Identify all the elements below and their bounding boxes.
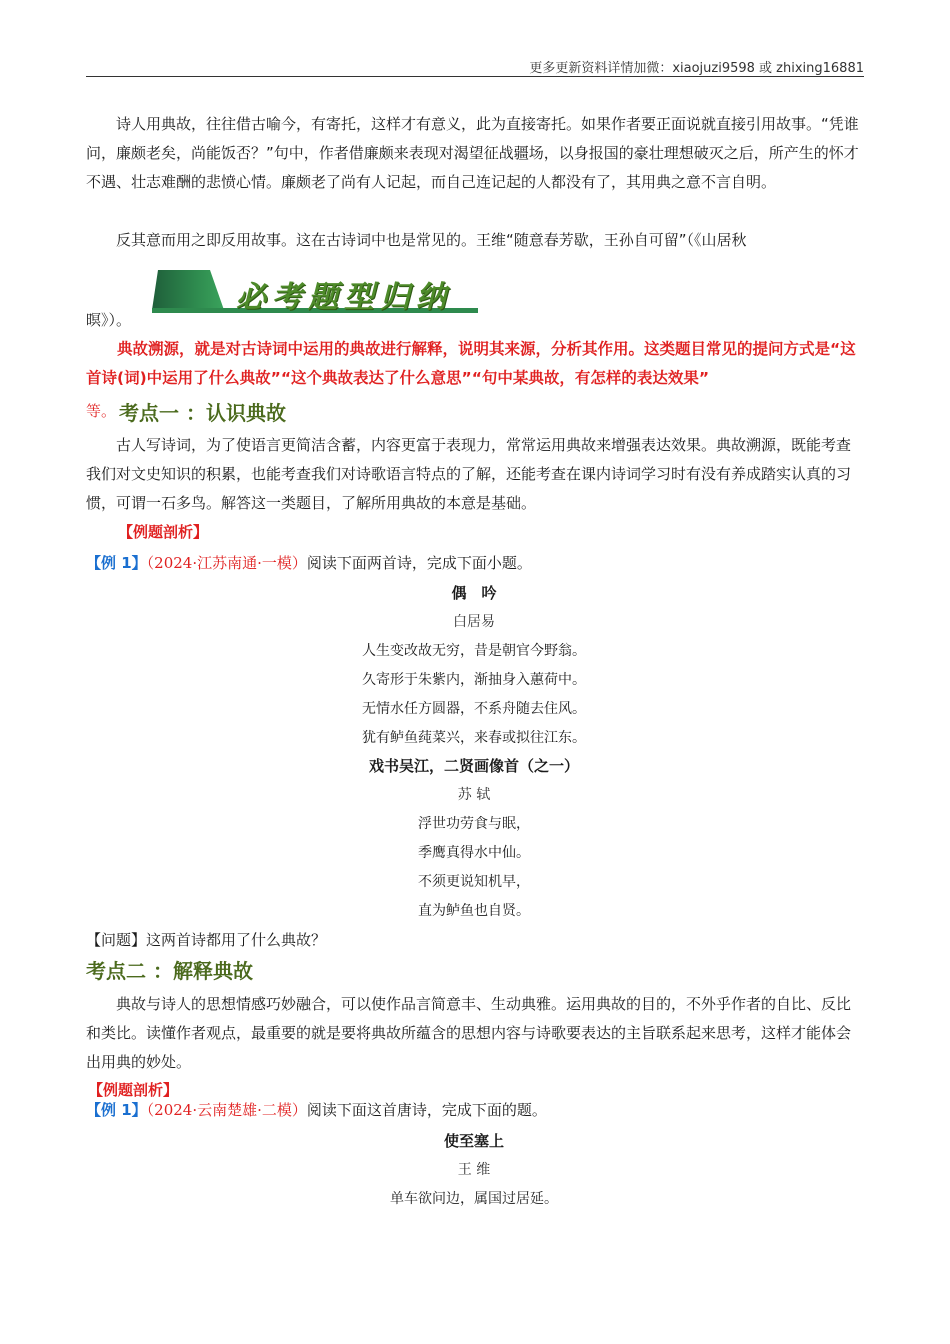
banner-trapezoid	[152, 270, 224, 310]
poem1-line: 久寄形于朱紫内，渐抽身入蕙荷中。	[362, 672, 586, 688]
poem1-line: 人生变改故无穷，昔是朝官今野翁。	[362, 643, 586, 659]
banner-title: 必考题型归纳	[236, 280, 452, 315]
poem1-title: 偶 吟	[451, 584, 497, 602]
poem3-title: 使至塞上	[443, 1132, 504, 1150]
summary-tail: 等。	[86, 402, 117, 420]
poem3-line: 单车欲问边，属国过居延。	[390, 1191, 558, 1207]
section2-body: 典故与诗人的思想情感巧妙融合，可以使作品言简意丰、生动典雅。运用典故的目的，不外乎作者的自比、反比和类比。读懂作者观点，最重要的就是要将典故所蕴含的思想内容与诗歌要表达的主旨联系起来思考，这样才能体会出用典的妙处。	[86, 995, 852, 1071]
example-source: （2024·江苏南通·一模）	[146, 554, 307, 572]
intro-paragraph-1: 诗人用典故，往往借古喻今，有寄托，这样才有意义，此为直接寄托。如果作者要正面说就直接引用故事。“凭谁问，廉颇老矣，尚能饭否？”句中，作者借廉颇来表现对渴望征战疆场，以身报国的豪壮理想破灭之后，所产生的怀才不遇、壮志难酬的悲愤心情。廉颇老了尚有人记起，而自己连记起的人都没有了，其用典之意不言自明。	[86, 115, 859, 191]
section1-example-tag: 【例题剖析】	[118, 523, 209, 541]
example-source: （2024·云南楚雄·二模）	[146, 1101, 307, 1119]
example-prompt: 阅读下面这首唐诗，完成下面的题。	[306, 1101, 547, 1119]
poem1-line: 犹有鲈鱼莼菜兴，来春或拟往江东。	[362, 730, 586, 746]
section1-heading: 考点一 ：认识典故	[119, 401, 286, 425]
section1-example-line	[86, 549, 862, 578]
poem2-line: 季鹰真得水中仙。	[418, 845, 530, 861]
header-divider	[86, 76, 864, 77]
poem2-line: 不须更说知机早，	[418, 874, 530, 890]
poem2-line: 浮世功劳食与眠，	[418, 816, 530, 832]
section2-example-tag: 【例题剖析】	[88, 1081, 179, 1099]
poem1-author: 白居易	[453, 614, 495, 630]
header-note: 更多更新资料详情加微：xiaojuzi9598 或 zhixing16881	[529, 61, 864, 76]
intro-paragraph-2-line-2: 暝》）。	[86, 311, 132, 329]
poem1-line: 无情水任方圆器，不系舟随去住风。	[362, 701, 586, 717]
poem2-line: 直为鲈鱼也自贤。	[418, 903, 530, 919]
section2-heading: 考点二 ：解释典故	[86, 959, 253, 983]
section1-body: 古人写诗词，为了使语言更简洁含蓄，内容更富于表现力，常常运用典故来增强表达效果。典故溯源，既能考查我们对文史知识的积累，也能考查我们对诗歌语言特点的了解，还能考查在课内诗词学习时有没有养成踏实认真的习惯，可谓一石多鸟。解答这一类题目，了解所用典故的本意是基础。	[86, 436, 852, 512]
poem3-author: 王 维	[457, 1162, 491, 1178]
example-label: 【例 1】	[86, 1101, 147, 1119]
intro-paragraph-2-line-1: 反其意而用之即反用故事。这在古诗词中也是常见的。王维“随意春芳歇，王孙自可留”（《山居秋	[116, 231, 747, 249]
summary-paragraph	[86, 335, 862, 393]
section1-question: 【问题】这两首诗都用了什么典故？	[86, 931, 327, 949]
example-label: 【例 1】	[86, 554, 147, 572]
example-prompt: 阅读下面两首诗，完成下面小题。	[306, 554, 532, 572]
poem2-author: 苏 轼	[457, 787, 491, 803]
summary-red-text: 典故溯源，就是对古诗词中运用的典故进行解释，说明其来源，分析其作用。这类题目常见的提问方式是“这首诗(词)中运用了什么典故”“这个典故表达了什么意思”“句中某典故，有怎样的表达效果”	[86, 340, 856, 387]
poem2-title: 戏书吴江，二贤画像首（之一）	[368, 757, 579, 775]
section2-example-line	[86, 1096, 862, 1125]
